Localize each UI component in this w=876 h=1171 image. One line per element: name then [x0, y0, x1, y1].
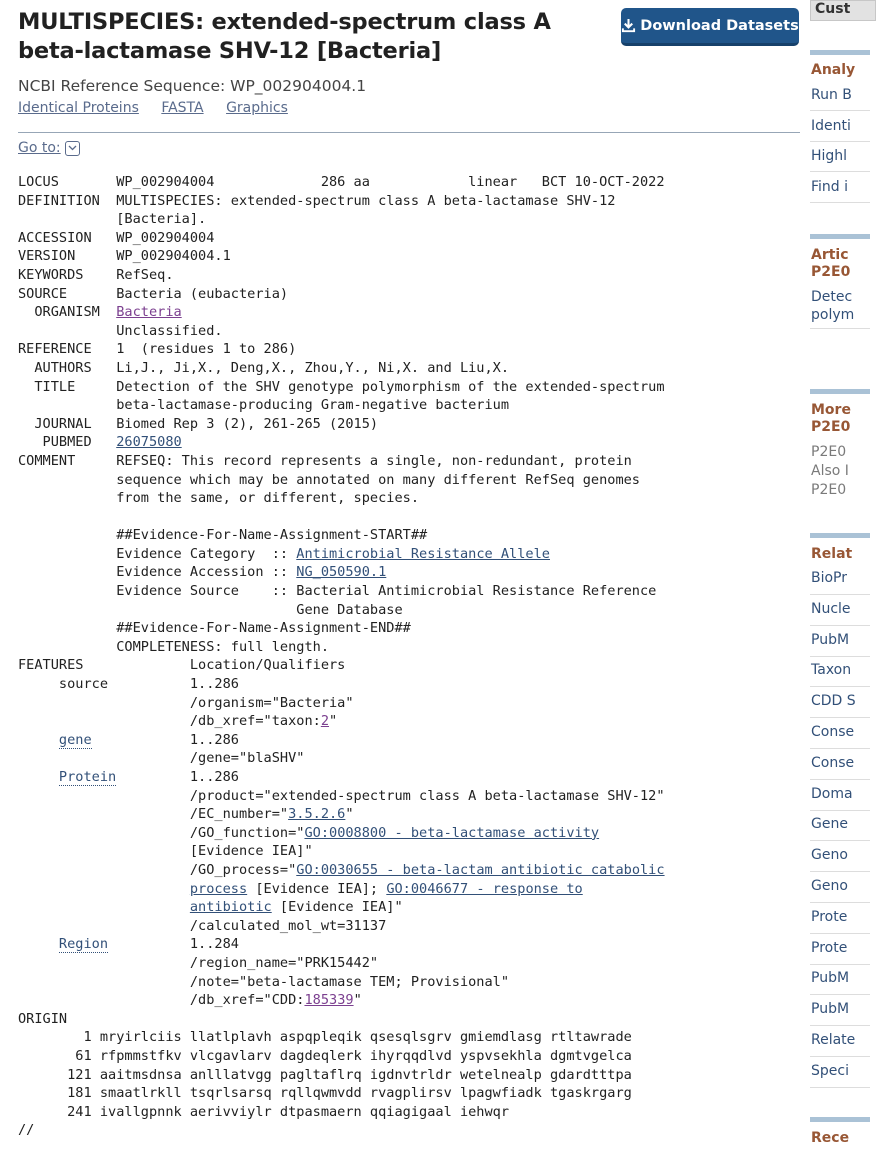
- article-link[interactable]: Detec polym: [811, 289, 855, 323]
- related-item[interactable]: CDD S: [811, 693, 856, 710]
- related-item[interactable]: Doma: [811, 785, 853, 802]
- divider: [810, 1025, 870, 1026]
- analyze-heading: Analy: [811, 62, 856, 78]
- ec-label: /EC_number=": [18, 806, 289, 823]
- divider: [810, 625, 870, 626]
- recent-heading: Rece: [811, 1130, 850, 1146]
- divider: [810, 964, 870, 965]
- go-process-link-1-cont[interactable]: process: [189, 880, 248, 897]
- goto-label[interactable]: Go to:: [18, 140, 61, 156]
- go-function-evidence: [Evidence IEA]": [189, 843, 313, 860]
- download-icon: [621, 18, 636, 33]
- analyze-item[interactable]: Find i: [811, 179, 849, 195]
- divider: [810, 171, 870, 172]
- articles-heading: Artic P2E0: [811, 247, 851, 280]
- go-process-link-1[interactable]: GO:0030655 - beta-lactam antibiotic catabolic: [296, 861, 665, 878]
- pubmed-label: PUBMED: [18, 434, 117, 451]
- go-process-link-2-cont[interactable]: antibiotic: [189, 899, 272, 916]
- gene-feature: 1..286 /gene="blaSHV": [189, 731, 305, 767]
- taxon-label: /db_xref="taxon:: [18, 713, 321, 730]
- divider: [810, 933, 870, 934]
- organism-label: ORGANISM: [18, 304, 117, 321]
- source-feature: source 1..286 /organism="Bacteria": [58, 676, 354, 711]
- section-bar: [810, 389, 870, 394]
- evidence-accession-label: Evidence Accession ::: [18, 564, 297, 581]
- graphics-link[interactable]: Graphics: [226, 100, 288, 116]
- divider: [810, 656, 870, 657]
- divider: [810, 1056, 870, 1057]
- keywords-line: KEYWORDS RefSeq.: [18, 266, 174, 283]
- related-item[interactable]: Geno: [811, 847, 848, 864]
- evidence-category-label: Evidence Category ::: [18, 545, 297, 562]
- source-line: SOURCE Bacteria (eubacteria): [18, 285, 289, 302]
- mol-wt-line: [Evidence IEA]" /calculated_mol_wt=31137: [189, 899, 403, 934]
- customize-view-button[interactable]: Cust: [810, 0, 876, 21]
- section-bar: [810, 234, 870, 239]
- divider: [810, 871, 870, 872]
- region-feature: 1..284 /region_name="PRK15442" /note="beta-lactamase TEM; Provisional": [189, 936, 510, 990]
- divider: [810, 902, 870, 903]
- divider: [810, 717, 870, 718]
- title-line: TITLE Detection of the SHV genotype polymorphism of the extended-spectrum beta-lactamase-producing Gram-negative bacterium: [34, 378, 665, 414]
- accession-line: ACCESSION WP_002904004: [18, 229, 215, 246]
- evidence-source-block: Evidence Source :: Bacterial Antimicrobial Resistance Reference Gene Database ##Evidence-For-Name-Assignment-END## COMPLETENESS: full length.: [116, 583, 657, 655]
- identical-proteins-link[interactable]: Identical Proteins: [18, 100, 139, 116]
- definition-line: DEFINITION MULTISPECIES: extended-spectrum class A beta-lactamase SHV-12 [Bacteria].: [18, 192, 616, 228]
- divider: [810, 686, 870, 687]
- divider: [810, 328, 870, 329]
- section-bar: [810, 1117, 870, 1122]
- related-item[interactable]: Relate: [811, 1032, 856, 1048]
- related-item[interactable]: Nucle: [811, 600, 851, 617]
- record-links: [18, 100, 306, 116]
- evidence-accession-link[interactable]: NG_050590.1: [296, 564, 387, 581]
- section-bar: [810, 50, 870, 55]
- go-process-evidence: [Evidence IEA];: [247, 880, 387, 897]
- section-bar: [810, 533, 870, 538]
- related-item[interactable]: Conse: [811, 724, 855, 740]
- related-item[interactable]: Conse: [811, 754, 855, 771]
- related-item[interactable]: PubM: [811, 631, 850, 648]
- related-item[interactable]: Speci: [811, 1062, 849, 1079]
- region-feature-link[interactable]: Region: [58, 936, 109, 953]
- related-item[interactable]: Geno: [811, 878, 848, 894]
- download-label: Download Datasets: [640, 17, 799, 34]
- organism-link[interactable]: Bacteria: [116, 304, 182, 321]
- reference-line: REFERENCE 1 (residues 1 to 286): [18, 341, 297, 358]
- journal-line: JOURNAL Biomed Rep 3 (2), 261-265 (2015): [18, 415, 379, 432]
- gene-feature-link[interactable]: gene: [58, 731, 92, 748]
- ec-number-link[interactable]: 3.5.2.6: [288, 806, 346, 823]
- more-text: P2E0 Also I P2E0: [811, 444, 849, 498]
- analyze-item[interactable]: Run B: [811, 87, 852, 103]
- related-item[interactable]: BioPr: [811, 570, 848, 586]
- reference-sequence-line: NCBI Reference Sequence: WP_002904004.1: [18, 77, 367, 95]
- related-heading: Relat: [811, 546, 853, 562]
- download-datasets-button[interactable]: [621, 8, 799, 46]
- analyze-item[interactable]: Highl: [811, 148, 848, 164]
- divider: [810, 994, 870, 995]
- more-heading: More P2E0: [811, 402, 851, 435]
- goto-menu[interactable]: [18, 140, 80, 156]
- analyze-item[interactable]: Identi: [811, 118, 851, 134]
- divider: [18, 132, 800, 133]
- related-item[interactable]: Prote: [811, 939, 848, 956]
- cdd-link[interactable]: 185339: [304, 992, 354, 1009]
- divider: [810, 1087, 870, 1088]
- chevron-down-icon[interactable]: [65, 141, 80, 156]
- organism-lineage: Unclassified.: [116, 322, 223, 339]
- divider: [810, 779, 870, 780]
- features-header: FEATURES Location/Qualifiers: [18, 657, 346, 674]
- genbank-record: LOCUS WP_002904004 286 aa linear BCT 10-OCT-2022 DEFINITION MULTISPECIES: extended-spectrum class A beta-lactamase SHV-12 [Bacteria]. ACCESSION WP_002904004 VERSION WP_002904004.1 KEYWORDS RefSeq. SOURCE Bacteria (eubacteria) ORGANISM Bacteria Unclassified. REFERENCE 1 (residues 1 to 286) AUTHORS Li,J., Ji,X., Deng,X., Zhou,Y., Ni,X. and Liu,X. TITLE Detection of the SHV genotype polymorphism of the extended-spectrum beta-lactamase-producing Gram-negative bacterium JOURNAL Biomed Rep 3 (2), 261-265 (2015) PUBMED 26075080 COMMENT REFSEQ: This record represents a single, non-redundant, protein sequence which may be annotated on many different RefSeq genomes from the same, or different, species. ##Evidence-For-Name-Assignment-START## Evidence Category :: Antimicrobial Resistance Allele Evidence Accession :: NG_050590.1 Evidence Source :: Bacterial Antimicrobial Resistance Reference Gene Database ##Evidence-For-Name-Assignment-END## COMPLETENESS: full length. FEATURES Location/Qualifiers source 1..286 /organism="Bacteria" /db_xref="taxon:2" gene 1..286 /gene="blaSHV" Protein 1..286 /product="extended-spectrum class A beta-lactamase SHV-12" /EC_number="3.5.2.6" /GO_function="GO:0008800 - beta-lactamase activity [Evidence IEA]" /GO_process="GO:0030655 - beta-lactam antibiotic catabolic process [Evidence IEA]; GO:0046677 - response to antibiotic [Evidence IEA]" /calculated_mol_wt=31137 Region 1..284 /region_name="PRK15442" /note="beta-lactamase TEM; Provisional" /db_xref="CDD:185339" ORIGIN 1 mryirlciis llatlplavh aspqpleqik qsesqlsgrv gmiemdlasg rtltawrade 61 rfpmmstfkv vlcgavlarv dagdeqlerk ihyrqqdlvd yspvsekhla dgmtvgelca 121 aaitmsdnsa anlllatvgg pagltaflrq igdnvtrldr wetelnealp gdardtttpa 181 smaatlrkll tsqrlsarsq rqllqwmvdd rvagplirsv lpagwfiadk tgaskrgarg 241 ivallgpnnk aerivviylr dtpasmaern qqiagigaal iehwqr //: [18, 174, 665, 1139]
- divider: [810, 748, 870, 749]
- go-function-label: /GO_function=": [18, 824, 305, 841]
- right-sidebar: [808, 0, 856, 1171]
- divider: [810, 202, 870, 203]
- related-item[interactable]: Prote: [811, 908, 848, 925]
- evidence-category-link[interactable]: Antimicrobial Resistance Allele: [296, 545, 550, 562]
- pubmed-link[interactable]: 26075080: [116, 434, 182, 451]
- related-item[interactable]: Gene: [811, 816, 848, 833]
- divider: [810, 810, 870, 811]
- protein-feature: 1..286 /product="extended-spectrum class A beta-lactamase SHV-12": [189, 769, 665, 804]
- go-process-link-2[interactable]: GO:0046677 - response to: [386, 880, 583, 897]
- fasta-link[interactable]: FASTA: [161, 100, 204, 116]
- comment-block: COMMENT REFSEQ: This record represents a single, non-redundant, protein sequence which may be annotated on many different RefSeq genomes from the same, or different, species. ##Evidence-For-Name-Assignment-START##: [18, 452, 640, 544]
- divider: [810, 141, 870, 142]
- cdd-label: /db_xref="CDD:: [18, 992, 305, 1009]
- divider: [810, 840, 870, 841]
- authors-line: AUTHORS Li,J., Ji,X., Deng,X., Zhou,Y., Ni,X. and Liu,X.: [18, 359, 510, 376]
- origin-sequence: ORIGIN 1 mryirlciis llatlplavh aspqpleqik qsesqlsgrv gmiemdlasg rtltawrade 61 rfpmmstfkv vlcgavlarv dagdeqlerk ihyrqqdlvd yspvsekhla dgmtvgelca 121 aaitmsdnsa anlllatvgg pagltaflrq igdnvtrldr wetelnealp gdardtttpa 181 smaatlrkll tsqrlsarsq rqllqwmvdd rvagplirsv lpagwfiadk tgaskrgarg 241 ivallgpnnk aerivviylr dtpasmaern qqiagigaal iehwqr //: [18, 1010, 632, 1139]
- go-function-link[interactable]: GO:0008800 - beta-lactamase activity: [304, 824, 600, 841]
- go-process-label: /GO_process=": [18, 861, 297, 878]
- taxon-link[interactable]: 2: [320, 713, 330, 730]
- divider: [810, 594, 870, 595]
- locus-line: LOCUS WP_002904004 286 aa linear BCT 10-OCT-2022: [18, 174, 665, 190]
- related-item[interactable]: Taxon: [811, 662, 852, 679]
- protein-feature-link[interactable]: Protein: [58, 769, 117, 785]
- page-title: MULTISPECIES: extended-spectrum class A beta-lactamase SHV-12 [Bacteria]: [18, 9, 551, 64]
- related-item[interactable]: PubM: [811, 1001, 850, 1018]
- related-item[interactable]: PubM: [811, 970, 850, 987]
- version-line: VERSION WP_002904004.1: [18, 248, 231, 265]
- divider: [810, 110, 870, 111]
